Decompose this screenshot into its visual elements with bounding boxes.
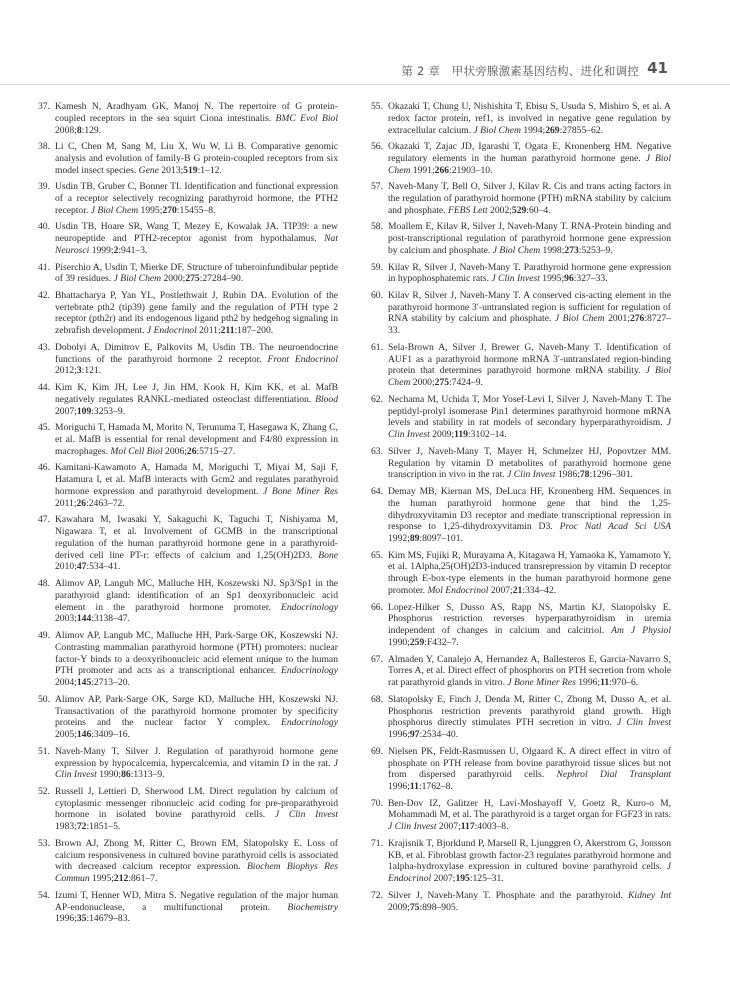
reference-text: Usdin TB, Hoare SR, Wang T, Mezey E, Kowalak JA. TIP39: a new neuropeptide and PTH2-receptor agonist from hypothalamus.	[55, 221, 338, 245]
reference-entry	[371, 550, 671, 597]
reference-number: 48.	[38, 577, 50, 589]
reference-journal: J Endocrinol	[388, 861, 671, 885]
reference-pages: :1–12.	[197, 164, 222, 176]
reference-number: 65.	[371, 549, 383, 561]
reference-volume: 26	[76, 497, 87, 509]
reference-entry	[38, 462, 338, 509]
reference-number: 49.	[38, 629, 50, 641]
reference-volume: 529	[511, 204, 527, 216]
reference-journal: Gene	[138, 164, 159, 176]
reference-text: Li C, Chen M, Sang M, Liu X, Wu W, Li B. Comparative genomic analysis and evolution of family-B G protein-coupled receptors from six model insect species.	[55, 141, 338, 176]
reference-volume: 276	[629, 313, 645, 325]
reference-text: Naveh-Many T, Silver J. Regulation of parathyroid hormone gene expression by hypocalcemia, hypercalcemia, and vitamin D in the rat.	[55, 745, 338, 769]
reference-year: 1995;	[539, 273, 565, 285]
reference-number: 39.	[38, 181, 50, 193]
reference-entry	[38, 630, 338, 689]
reference-journal: J Clin Invest	[617, 717, 671, 729]
reference-year: 1986;	[555, 469, 580, 481]
reference-entry	[38, 141, 338, 177]
reference-number: 67.	[371, 653, 383, 665]
reference-entry	[371, 654, 671, 690]
reference-journal: Bone	[318, 549, 338, 561]
reference-entry	[38, 694, 338, 741]
reference-year: 2006;	[162, 445, 187, 457]
reference-volume: 11	[600, 677, 610, 689]
reference-year: 2002;	[487, 204, 512, 216]
reference-volume: 11	[409, 781, 419, 793]
reference-journal: Nat Neurosci	[55, 233, 338, 257]
reference-volume: 26	[186, 445, 197, 457]
reference-number: 60.	[371, 289, 383, 301]
reference-column-left	[38, 101, 338, 930]
reference-pages: :2534–40.	[419, 729, 459, 741]
reference-number: 71.	[371, 837, 383, 849]
reference-entry	[38, 221, 338, 257]
reference-text: Ben-Dov IZ, Galitzer H, Lavi-Moshayoff V, Goetz R, Kuro-o M, Mohammadi M, et al. The parathyroid is a target organ for FGF23 in rats.	[388, 797, 671, 821]
reference-year: 2005;	[55, 729, 77, 741]
reference-journal: BMC Evol Biol	[275, 112, 338, 124]
reference-pages: :14679–83.	[86, 913, 130, 925]
reference-year: 2007;	[431, 873, 456, 885]
reference-text: Okazaki T, Chung U, Nishishita T, Ebisu S, Usuda S, Mishiro S, et al. A redox factor protein, ref1, is involved in negative gene regulation by extracellular calcium.	[388, 101, 671, 136]
reference-pages: :187–200.	[234, 325, 274, 337]
reference-number: 68.	[371, 693, 383, 705]
reference-volume: 2	[113, 245, 119, 257]
reference-journal: J Clin Invest	[274, 809, 338, 821]
reference-entry	[38, 578, 338, 625]
reference-pages: :7424–9.	[449, 377, 483, 389]
reference-pages: :1296–301.	[589, 469, 633, 481]
reference-number: 58.	[371, 221, 383, 233]
reference-pages: :1313–9.	[130, 769, 165, 781]
reference-volume: 270	[162, 204, 177, 216]
reference-text: Kamitani-Kawamoto A, Hamada M, Moriguchi T, Miyai M, Saji F, Hatamura I, et al. MafB interacts with Gcm2 and regulates parathyroid hormone expression and parathyroid development.	[55, 462, 338, 497]
reference-volume: 97	[409, 729, 420, 741]
reference-text: Nechama M, Uchida T, Mor Yosef-Levi I, Silver J, Naveh-Many T. The peptidyl-prolyl isomerase Pin1 determines parathyroid hormone mRNA levels and stability in rat models of secondary hyperparathyroidism.	[388, 393, 671, 429]
reference-journal: J Biol Chem	[473, 124, 521, 136]
reference-volume: 72	[76, 821, 87, 833]
reference-text: Kawahara M, Iwasaki Y, Sakaguchi K, Taguchi T, Nishiyama M, Nigawara T, et al. Involvement of GCMB in the transcriptional regulation of the human parathyroid hormone gene in a parathyroid-derived cell line PT-r: effects of calcium and 1,25(OH)2D3.	[55, 514, 338, 561]
reference-text: Bhattacharya P, Yan YL, Postlethwait J, Rubin DA. Evolution of the vertebrate pth2 (tip39) gene family and the regulation of PTH type 2 receptor (pth2r) and its endogenous ligand pth2 by hedgehog signaling in zebrafish development.	[55, 289, 338, 337]
reference-entry	[38, 422, 338, 458]
reference-volume: 144	[76, 613, 92, 625]
reference-year: 1996;	[388, 781, 410, 793]
reference-column-right	[371, 101, 671, 918]
reference-text: Krajisnik T, Bjorklund P, Marsell R, Ljunggren O, Akerstrom G, Jonsson KB, et al. Fibroblast growth factor-23 regulates parathyroid hormone and 1alpha-hydroxylase expression in cultured bovine parathyroid cells.	[388, 837, 671, 873]
reference-pages: :60–4.	[526, 204, 551, 216]
reference-volume: 269	[545, 124, 560, 136]
reference-entry	[371, 798, 671, 834]
reference-number: 43.	[38, 341, 50, 353]
reference-journal: J Clin Invest	[55, 757, 338, 781]
reference-year: 1994;	[520, 124, 546, 136]
reference-year: 2010;	[55, 561, 77, 573]
reference-volume: 519	[183, 164, 198, 176]
reference-entry	[38, 290, 338, 337]
reference-journal: J Clin Invest	[388, 821, 437, 833]
reference-text: Kilav R, Silver J, Naveh-Many T. A conserved cis-acting element in the parathyroid hormone 3′-untranslated region is sufficient for regulation of RNA stability by calcium and phosphate.	[388, 289, 671, 325]
reference-pages: :970–6.	[609, 677, 639, 689]
reference-number: 64.	[371, 485, 383, 497]
reference-pages: :8727–33.	[388, 313, 671, 337]
reference-pages: :5253–9.	[578, 245, 613, 257]
reference-entry	[38, 181, 338, 217]
reference-year: 1995;	[138, 204, 163, 216]
reference-volume: 273	[564, 245, 579, 257]
reference-text: Russell J, Lettieri D, Sherwood LM. Direct regulation by calcium of cytoplasmic messenger ribonucleic acid coding for pre-proparathyroid hormone in isolated bovine parathyroid cells.	[55, 785, 338, 821]
reference-year: 2008;	[55, 124, 77, 136]
reference-volume: 89	[409, 533, 420, 545]
reference-journal: Mol Cell Biol	[110, 445, 163, 457]
reference-volume: 211	[220, 325, 235, 337]
reference-journal: J Biol Chem	[113, 273, 162, 285]
reference-entry	[371, 101, 671, 137]
reference-entry	[38, 838, 338, 885]
reference-text: Alimov AP, Langub MC, Malluche HH, Park-Sarge OK, Koszewski NJ. Contrasting mammalian parathyroid hormone (PTH) promoters: nuclear factor-Y binds to a deoxyribonucleic acid element unique to the human PTH promoter and acts as a transcriptional enhancer.	[55, 629, 338, 677]
reference-pages: :327–33.	[573, 273, 608, 285]
reference-text: Kim K, Kim JH, Lee J, Jin HM, Kook H, Kim KK, et al. MafB negatively regulates RANKL-mediated osteoclast differentiation.	[55, 381, 338, 405]
reference-journal: J Biol Chem	[388, 152, 671, 176]
reference-year: 2000;	[161, 273, 186, 285]
reference-number: 44.	[38, 381, 50, 393]
reference-year: 2001;	[604, 313, 630, 325]
reference-number: 45.	[38, 422, 50, 433]
reference-number: 57.	[371, 181, 383, 193]
reference-journal: J Clin Invest	[388, 417, 671, 441]
reference-entry	[38, 786, 338, 833]
reference-text: Almaden Y, Canalejo A, Hernandez A, Ballesteros E, Garcia-Navarro S, Torres A, et al. Direct effect of phosphorus on PTH secretion from whole rat parathyroid glands in vitro.	[388, 653, 671, 689]
reference-number: 42.	[38, 289, 50, 301]
reference-year: 2007;	[55, 405, 77, 417]
reference-entry	[38, 342, 338, 378]
reference-pages: :941–3.	[118, 245, 148, 257]
reference-entry	[371, 838, 671, 885]
reference-volume: 75	[409, 901, 420, 913]
reference-number: 47.	[38, 514, 50, 526]
reference-journal: J Endocrinol	[146, 325, 197, 337]
reference-pages: :4003–8.	[474, 821, 509, 833]
reference-volume: 109	[76, 405, 92, 417]
reference-pages: :3409–16.	[91, 729, 130, 741]
reference-number: 38.	[38, 141, 50, 153]
reference-journal: Blood	[315, 393, 338, 405]
reference-number: 46.	[38, 462, 50, 474]
reference-entry	[371, 141, 671, 177]
reference-journal: FEBS Lett	[447, 204, 488, 216]
reference-journal: J Biol Chem	[492, 245, 541, 257]
reference-journal: J Clin Invest	[507, 469, 556, 481]
reference-number: 61.	[371, 341, 383, 353]
reference-journal: Mol Endocrinol	[427, 585, 489, 597]
reference-text: Kilav R, Silver J, Naveh-Many T. Parathyroid hormone gene expression in hypophosphatemic rats.	[388, 261, 671, 285]
reference-number: 72.	[371, 889, 383, 901]
reference-entry	[371, 342, 671, 389]
reference-volume: 21	[512, 585, 523, 597]
reference-volume: 146	[76, 729, 92, 741]
reference-volume: 35	[76, 913, 87, 925]
reference-volume: 266	[434, 164, 450, 176]
reference-pages: :3253–9.	[91, 405, 126, 417]
reference-pages: :27855–62.	[559, 124, 604, 136]
reference-year: 2007;	[436, 821, 461, 833]
reference-volume: 275	[185, 273, 200, 285]
reference-text: Nielsen PK, Feldt-Rasmussen U, Olgaard K. A direct effect in vitro of phosphate on PTH release from bovine parathyroid tissue slices but not from dispersed parathyroid cells.	[388, 745, 671, 781]
reference-volume: 8	[76, 124, 82, 136]
reference-pages: :1851–5.	[86, 821, 121, 833]
reference-text: Naveh-Many T, Bell O, Silver J, Kilav R. Cis and trans acting factors in the regulation of parathyroid hormone (PTH) mRNA stability by calcium and phosphate.	[388, 181, 671, 216]
reference-year: 2004;	[55, 677, 77, 689]
reference-volume: 47	[76, 561, 87, 573]
header-divider	[0, 84, 730, 85]
reference-text: Piserchio A, Usdin T, Mierke DF. Structure of tuberoinfundibular peptide of 39 residues.	[55, 261, 338, 285]
reference-year: 1996;	[55, 913, 77, 925]
chapter-title: 第 2 章 甲状旁腺激素基因结构、进化和调控	[401, 64, 639, 78]
reference-volume: 145	[76, 677, 92, 689]
reference-number: 56.	[371, 141, 383, 153]
reference-entry	[371, 181, 671, 217]
reference-volume: 119	[454, 429, 468, 441]
reference-entry	[38, 382, 338, 418]
page-header	[0, 0, 730, 84]
reference-pages: :125–31.	[469, 873, 504, 885]
reference-entry	[38, 890, 338, 926]
reference-entry	[38, 262, 338, 286]
reference-entry	[371, 290, 671, 337]
reference-text: Izumi T, Henner WD, Mitra S. Negative regulation of the major human AP-endonuclease, a multifunctional protein.	[55, 889, 338, 913]
reference-year: 2009;	[388, 901, 410, 913]
reference-entry	[371, 221, 671, 257]
reference-journal: Kidney Int	[628, 889, 671, 901]
reference-pages: :15455–8.	[176, 204, 216, 216]
reference-number: 37.	[38, 101, 50, 112]
reference-journal: J Bone Miner Res	[263, 485, 338, 497]
reference-pages: :334–42.	[522, 585, 557, 597]
reference-journal: Endocrinology	[280, 601, 338, 613]
reference-number: 66.	[371, 601, 383, 613]
reference-journal: Endocrinology	[280, 717, 338, 729]
reference-entry	[371, 446, 671, 482]
reference-year: 2011;	[196, 325, 221, 337]
reference-volume: 3	[76, 365, 82, 377]
reference-entry	[38, 514, 338, 573]
reference-volume: 275	[434, 377, 450, 389]
reference-pages: :861–7.	[128, 873, 158, 885]
reference-year: 1996;	[388, 729, 410, 741]
reference-entry	[371, 890, 671, 914]
reference-number: 51.	[38, 745, 50, 757]
reference-entry	[371, 694, 671, 741]
page-number: 41	[647, 59, 668, 77]
reference-entry	[371, 746, 671, 793]
reference-number: 62.	[371, 393, 383, 405]
reference-entry	[371, 602, 671, 649]
reference-journal: Nephrol Dial Transplant	[556, 769, 671, 781]
reference-volume: 212	[113, 873, 129, 885]
reference-year: 1995;	[89, 873, 114, 885]
reference-year: 2011;	[55, 497, 77, 509]
reference-text: Brown AJ, Zhong M, Ritter C, Brown EM, Slatopolsky E. Loss of calcium responsiveness in cultured bovine parathyroid cells is associated with decreased calcium receptor expression.	[55, 837, 338, 873]
reference-number: 69.	[371, 745, 383, 757]
reference-volume: 96	[564, 273, 574, 285]
reference-text: Kamesh N, Aradhyam GK, Manoj N. The repertoire of G protein-coupled receptors in the sea squirt Ciona intestinalis.	[55, 101, 338, 124]
reference-pages: :3138–47.	[91, 613, 130, 625]
reference-volume: 78	[579, 469, 590, 481]
reference-journal: J Biol Chem	[388, 365, 671, 389]
reference-number: 59.	[371, 261, 383, 273]
reference-volume: 195	[455, 873, 470, 885]
reference-pages: :121.	[81, 365, 102, 377]
reference-entry	[371, 262, 671, 286]
reference-journal: Front Endocrinol	[267, 353, 339, 365]
reference-number: 55.	[371, 101, 383, 112]
reference-number: 50.	[38, 693, 50, 705]
reference-year: 2000;	[410, 377, 435, 389]
reference-pages: :129.	[81, 124, 102, 136]
reference-entry	[371, 486, 671, 545]
reference-number: 53.	[38, 837, 50, 849]
reference-pages: :2713–20.	[91, 677, 130, 689]
reference-text: Moallem E, Kilav R, Silver J, Naveh-Many T. RNA-Protein binding and post-transcriptional regulation of parathyroid hormone gene expression by calcium and phosphate.	[388, 221, 671, 257]
reference-text: Slatopolsky E, Finch J, Denda M, Ritter C, Zhong M, Dusso A, et al. Phosphorus restriction prevents parathyroid gland growth. High phosphorus directly stimulates PTH secretion in vitro.	[388, 693, 671, 729]
reference-year: 1991;	[410, 164, 435, 176]
reference-pages: :5715–27.	[196, 445, 236, 457]
reference-journal: J Biol Chem	[90, 204, 139, 216]
reference-number: 41.	[38, 261, 50, 273]
reference-year: 1998;	[540, 245, 565, 257]
reference-entry	[371, 394, 671, 441]
reference-journal: J Clin Invest	[491, 273, 540, 285]
reference-number: 54.	[38, 889, 50, 901]
reference-volume: 259	[409, 637, 425, 649]
reference-text: Moriguchi T, Hamada M, Morito N, Terunuma T, Hasegawa K, Zhang C, et al. MafB is essential for renal development and F4/80 expression in macrophages.	[55, 422, 338, 457]
reference-pages: :898–905.	[419, 901, 459, 913]
reference-pages: :3102–14.	[467, 429, 507, 441]
reference-journal: Biochemistry	[287, 901, 338, 913]
reference-number: 40.	[38, 221, 50, 233]
reference-text: Usdin TB, Gruber C, Bonner TI. Identification and functional expression of a receptor selectively recognizing parathyroid hormone, the PTH2 receptor.	[55, 181, 338, 216]
reference-year: 1990;	[96, 769, 122, 781]
reference-journal: Proc Natl Acad Sci USA	[559, 521, 671, 533]
reference-year: 2013;	[158, 164, 184, 176]
reference-journal: Am J Physiol	[611, 625, 671, 637]
reference-pages: :2463–72.	[86, 497, 125, 509]
reference-year: 2007;	[488, 585, 513, 597]
reference-year: 2012;	[55, 365, 77, 377]
reference-number: 70.	[371, 797, 383, 809]
reference-volume: 117	[460, 821, 475, 833]
reference-entry	[38, 101, 338, 137]
reference-journal: J Bone Miner Res	[507, 677, 576, 689]
reference-pages: :21903–10.	[449, 164, 493, 176]
reference-text: Dobolyi A, Dimitrov E, Palkovits M, Usdin TB. The neuroendocrine functions of the parathyroid hormone 2 receptor.	[55, 341, 338, 365]
reference-text: Okazaki T, Zajac JD, Igarashi T, Ogata E, Kronenberg HM. Negative regulatory elements in the human parathyroid hormone gene.	[388, 141, 671, 164]
reference-journal: Biochem Biophys Res Commun	[55, 861, 338, 885]
reference-number: 63.	[371, 445, 383, 457]
reference-text: Alimov AP, Langub MC, Malluche HH, Koszewski NJ. Sp3/Sp1 in the parathyroid gland: identification of an Sp1 deoxyribonucleic acid element in the parathyroid hormone promoter.	[55, 577, 338, 613]
reference-text: Lopez-Hilker S, Dusso AS, Rapp NS, Martin KJ, Slatopolsky E. Phosphorus restriction reverses hyperparathyroidism in uremia independent of changes in calcium and calcitriol.	[388, 601, 671, 637]
reference-pages: :1762–8.	[418, 781, 453, 793]
reference-year: 1999;	[89, 245, 114, 257]
reference-pages: :F432–7.	[424, 637, 459, 649]
reference-year: 1992;	[388, 533, 410, 545]
reference-text: Alimov AP, Park-Sarge OK, Sarge KD, Malluche HH, Koszewski NJ. Transactivation of the parathyroid hormone promoter by specificity proteins and the nuclear factor Y complex.	[55, 693, 338, 729]
reference-volume: 86	[121, 769, 131, 781]
reference-text: Kim MS, Fujiki R, Murayama A, Kitagawa H, Yamaoka K, Yamamoto Y, et al. 1Alpha,25(OH)2D3-induced transrepression by vitamin D receptor through E-box-type elements in the human parathyroid hormone gene promoter.	[388, 549, 671, 597]
reference-text: Silver J, Naveh-Many T, Mayer H, Schmelzer HJ, Popovtzer MM. Regulation by vitamin D metabolites of parathyroid hormone gene transcription in vivo in the rat.	[388, 445, 671, 481]
reference-text: Sela-Brown A, Silver J, Brewer G, Naveh-Many T. Identification of AUF1 as a parathyroid hormone mRNA 3′-untranslated region-binding protein that determines parathyroid hormone mRNA stability.	[388, 341, 671, 377]
reference-pages: :534–41.	[86, 561, 121, 573]
reference-year: 1983;	[55, 821, 77, 833]
reference-entry	[38, 746, 338, 782]
reference-text: Demay MB, Kiernan MS, DeLuca HF, Kronenberg HM. Sequences in the human parathyroid hormone gene that bind the 1,25-dihydroxyvitamin D3 receptor and mediate transcriptional repression in response to 1,25-dihydroxyvitamin D3.	[388, 485, 671, 533]
reference-year: 2003;	[55, 613, 77, 625]
reference-journal: J Biol Chem	[554, 313, 605, 325]
reference-year: 1990;	[388, 637, 410, 649]
reference-pages: :8097–101.	[419, 533, 463, 545]
reference-text: Silver J, Naveh-Many T. Phosphate and the parathyroid.	[388, 889, 628, 901]
reference-journal: Endocrinology	[280, 665, 338, 677]
reference-year: 2009;	[429, 429, 455, 441]
reference-number: 52.	[38, 785, 50, 797]
reference-pages: :27284–90.	[199, 273, 244, 285]
reference-year: 1996;	[575, 677, 601, 689]
